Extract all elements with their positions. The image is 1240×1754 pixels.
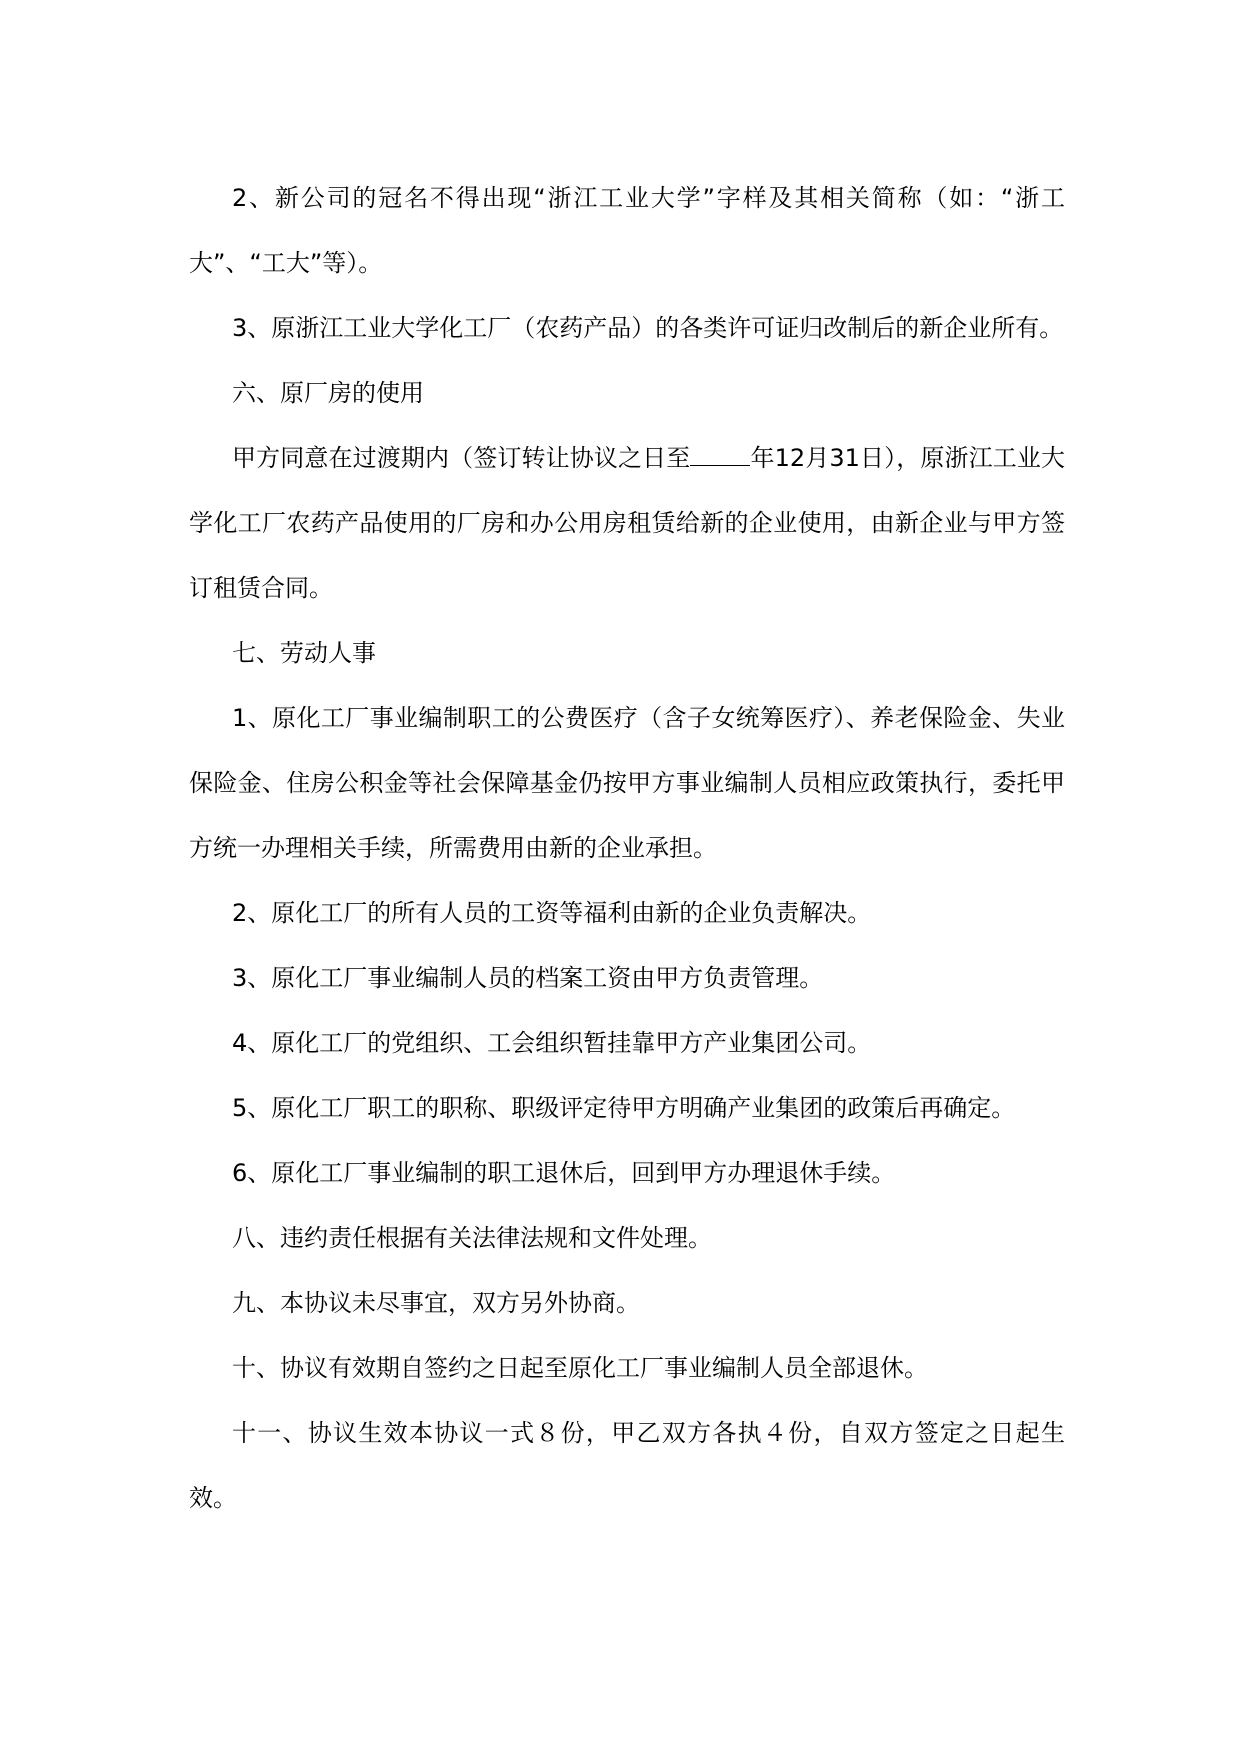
clause-7-4: 4、原化工厂的党组织、工会组织暂挂靠甲方产业集团公司。	[232, 1029, 872, 1057]
year-blank-line	[690, 447, 750, 466]
clause-5-2: 2、新公司的冠名不得出现“浙江工业大学”字样及其相关简称（如：“浙工大”、“工大”等）。	[189, 184, 1065, 277]
clause-6-transition	[189, 426, 1065, 621]
clause-5-3: 3、原浙江工业大学化工厂（农药产品）的各类许可证归改制后的新企业所有。	[232, 314, 1064, 342]
clause-7-6: 6、原化工厂事业编制的职工退休后，回到甲方办理退休手续。	[232, 1159, 896, 1187]
section-8-breach: 八、违约责任根据有关法律法规和文件处理。	[232, 1224, 712, 1252]
clause-6-text-after: 年12月31日），原浙江工业大学化工厂农药产品使用的厂房和办公用房租赁给新的企业使用，由新企业与甲方签订租赁合同。	[189, 444, 1065, 602]
section-11-effect: 十一、协议生效本协议一式８份，甲乙双方各执４份，自双方签定之日起生效。	[189, 1419, 1065, 1512]
document-body	[189, 166, 1065, 1531]
section-7-heading: 七、劳动人事	[232, 639, 376, 667]
clause-7-3: 3、原化工厂事业编制人员的档案工资由甲方负责管理。	[232, 964, 824, 992]
section-10-validity: 十、协议有效期自签约之日起至原化工厂事业编制人员全部退休。	[232, 1354, 928, 1382]
section-6-heading: 六、原厂房的使用	[232, 379, 424, 407]
section-9-misc: 九、本协议未尽事宜，双方另外协商。	[232, 1289, 640, 1317]
clause-6-text-before: 甲方同意在过渡期内（签订转让协议之日至	[232, 444, 691, 472]
clause-7-1: 1、原化工厂事业编制职工的公费医疗（含子女统筹医疗）、养老保险金、失业保险金、住房公积金等社会保障基金仍按甲方事业编制人员相应政策执行，委托甲方统一办理相关手续，所需费用由新的企业承担。	[189, 704, 1065, 862]
clause-7-5: 5、原化工厂职工的职称、职级评定待甲方明确产业集团的政策后再确定。	[232, 1094, 1016, 1122]
clause-7-2: 2、原化工厂的所有人员的工资等福利由新的企业负责解决。	[232, 899, 872, 927]
